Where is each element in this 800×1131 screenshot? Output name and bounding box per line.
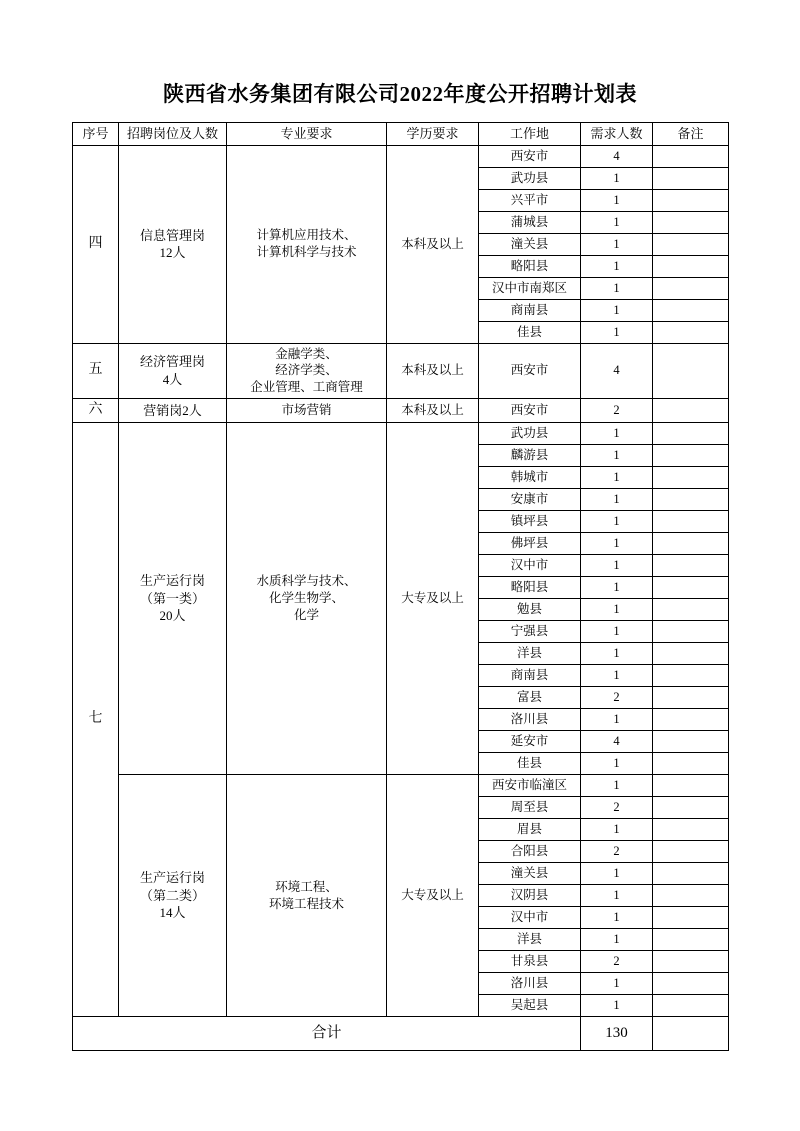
header-cell-note: 备注 <box>653 123 729 146</box>
place-cell: 安康市 <box>479 489 581 511</box>
count-cell: 1 <box>581 299 653 321</box>
place-cell: 甘泉县 <box>479 951 581 973</box>
note-cell <box>653 255 729 277</box>
post-line-1: 生产运行岗 <box>139 870 205 886</box>
count-cell: 1 <box>581 189 653 211</box>
post-line-2: 4人 <box>162 371 183 387</box>
place-cell: 西安市 <box>479 399 581 423</box>
group-major-6: 市场营销 <box>227 399 387 423</box>
group-education-5: 本科及以上 <box>387 343 479 399</box>
group-major-7b <box>227 775 387 1017</box>
note-cell <box>653 167 729 189</box>
place-cell: 佳县 <box>479 753 581 775</box>
count-cell: 1 <box>581 863 653 885</box>
group-no-5: 五 <box>73 343 119 399</box>
group-education-4: 本科及以上 <box>387 145 479 343</box>
major-line-2: 化学生物学、 <box>268 591 344 606</box>
place-cell: 武功县 <box>479 423 581 445</box>
note-cell <box>653 885 729 907</box>
note-cell <box>653 445 729 467</box>
count-cell: 4 <box>581 145 653 167</box>
count-cell: 2 <box>581 687 653 709</box>
note-cell <box>653 577 729 599</box>
place-cell: 武功县 <box>479 167 581 189</box>
count-cell: 1 <box>581 907 653 929</box>
total-label: 合计 <box>73 1017 581 1051</box>
major-line-3: 企业管理、工商管理 <box>250 380 363 395</box>
place-cell: 汉中市 <box>479 907 581 929</box>
count-cell: 1 <box>581 423 653 445</box>
count-cell: 1 <box>581 211 653 233</box>
count-cell: 1 <box>581 167 653 189</box>
count-cell: 1 <box>581 753 653 775</box>
post-line-3: 20人 <box>159 608 186 624</box>
note-cell <box>653 973 729 995</box>
post-line-1: 生产运行岗 <box>139 573 205 589</box>
count-cell: 2 <box>581 399 653 423</box>
count-cell: 1 <box>581 709 653 731</box>
group-education-7a: 大专及以上 <box>387 423 479 775</box>
note-cell <box>653 343 729 399</box>
major-line-1: 水质科学与技术、 <box>256 574 357 589</box>
place-cell: 汉阴县 <box>479 885 581 907</box>
note-cell <box>653 189 729 211</box>
place-cell: 西安市 <box>479 343 581 399</box>
total-row <box>73 1017 729 1051</box>
count-cell: 1 <box>581 621 653 643</box>
count-cell: 2 <box>581 841 653 863</box>
note-cell <box>653 467 729 489</box>
place-cell: 汉中市南郑区 <box>479 277 581 299</box>
count-cell: 1 <box>581 819 653 841</box>
place-cell: 韩城市 <box>479 467 581 489</box>
group-education-7b: 大专及以上 <box>387 775 479 1017</box>
table-row <box>73 775 729 797</box>
note-cell <box>653 929 729 951</box>
note-cell <box>653 511 729 533</box>
total-value: 130 <box>581 1017 653 1051</box>
count-cell: 1 <box>581 599 653 621</box>
group-post-4 <box>119 145 227 343</box>
table-row <box>73 399 729 423</box>
place-cell: 吴起县 <box>479 995 581 1017</box>
count-cell: 1 <box>581 665 653 687</box>
note-cell <box>653 145 729 167</box>
count-cell: 1 <box>581 885 653 907</box>
note-cell <box>653 907 729 929</box>
place-cell: 勉县 <box>479 599 581 621</box>
note-cell <box>653 709 729 731</box>
count-cell: 1 <box>581 533 653 555</box>
note-cell <box>653 819 729 841</box>
post-line-2: （第一类） <box>139 590 205 606</box>
note-cell <box>653 555 729 577</box>
major-line-1: 环境工程、 <box>275 879 338 894</box>
count-cell: 1 <box>581 233 653 255</box>
table-row <box>73 343 729 399</box>
table-header-row <box>73 123 729 146</box>
page-title: 陕西省水务集团有限公司2022年度公开招聘计划表 <box>163 82 637 106</box>
count-cell: 1 <box>581 445 653 467</box>
place-cell: 洛川县 <box>479 709 581 731</box>
place-cell: 西安市临潼区 <box>479 775 581 797</box>
group-post-7b <box>119 775 227 1017</box>
header-cell-count: 需求人数 <box>581 123 653 146</box>
note-cell <box>653 299 729 321</box>
note-cell <box>653 277 729 299</box>
count-cell: 1 <box>581 511 653 533</box>
major-line-3: 化学 <box>293 608 319 622</box>
group-no-6: 六 <box>73 399 119 423</box>
group-major-5 <box>227 343 387 399</box>
place-cell: 合阳县 <box>479 841 581 863</box>
place-cell: 商南县 <box>479 665 581 687</box>
place-cell: 佳县 <box>479 321 581 343</box>
major-line-2: 计算机科学与技术 <box>256 245 357 260</box>
place-cell: 佛坪县 <box>479 533 581 555</box>
count-cell: 4 <box>581 343 653 399</box>
major-line-2: 环境工程技术 <box>268 896 344 911</box>
note-cell <box>653 621 729 643</box>
note-cell <box>653 399 729 423</box>
note-cell <box>653 321 729 343</box>
header-cell-post: 招聘岗位及人数 <box>119 123 227 146</box>
group-major-7a <box>227 423 387 775</box>
count-cell: 1 <box>581 973 653 995</box>
place-cell: 洋县 <box>479 643 581 665</box>
post-line-1: 经济管理岗 <box>139 354 205 370</box>
count-cell: 2 <box>581 797 653 819</box>
note-cell <box>653 995 729 1017</box>
post-line-2: （第二类） <box>139 887 205 903</box>
place-cell: 潼关县 <box>479 233 581 255</box>
post-line-1: 信息管理岗 <box>139 227 205 243</box>
place-cell: 商南县 <box>479 299 581 321</box>
place-cell: 洛川县 <box>479 973 581 995</box>
note-cell <box>653 841 729 863</box>
place-cell: 周至县 <box>479 797 581 819</box>
post-line-3: 14人 <box>159 905 186 921</box>
note-cell <box>653 211 729 233</box>
count-cell: 1 <box>581 489 653 511</box>
place-cell: 洋县 <box>479 929 581 951</box>
note-cell <box>653 599 729 621</box>
header-cell-education: 学历要求 <box>387 123 479 146</box>
total-note <box>653 1017 729 1051</box>
count-cell: 1 <box>581 555 653 577</box>
major-line-2: 经济学类、 <box>275 363 338 378</box>
count-cell: 1 <box>581 643 653 665</box>
table-header <box>73 123 729 146</box>
place-cell: 富县 <box>479 687 581 709</box>
note-cell <box>653 687 729 709</box>
group-post-6: 营销岗2人 <box>119 399 227 423</box>
major-line-1: 计算机应用技术、 <box>256 228 357 243</box>
place-cell: 蒲城县 <box>479 211 581 233</box>
count-cell: 1 <box>581 995 653 1017</box>
group-no-7: 七 <box>73 423 119 1017</box>
table-body <box>73 145 729 1051</box>
place-cell: 兴平市 <box>479 189 581 211</box>
place-cell: 镇坪县 <box>479 511 581 533</box>
note-cell <box>653 643 729 665</box>
place-cell: 略阳县 <box>479 577 581 599</box>
note-cell <box>653 775 729 797</box>
note-cell <box>653 533 729 555</box>
major-line-1: 金融学类、 <box>275 346 338 361</box>
table-row <box>73 423 729 445</box>
count-cell: 2 <box>581 951 653 973</box>
header-cell-workplace: 工作地 <box>479 123 581 146</box>
note-cell <box>653 863 729 885</box>
note-cell <box>653 951 729 973</box>
count-cell: 1 <box>581 255 653 277</box>
place-cell: 延安市 <box>479 731 581 753</box>
count-cell: 1 <box>581 467 653 489</box>
group-no-4: 四 <box>73 145 119 343</box>
group-post-5 <box>119 343 227 399</box>
group-major-4 <box>227 145 387 343</box>
note-cell <box>653 797 729 819</box>
note-cell <box>653 665 729 687</box>
count-cell: 1 <box>581 775 653 797</box>
place-cell: 眉县 <box>479 819 581 841</box>
recruitment-plan-table <box>72 122 729 1051</box>
place-cell: 潼关县 <box>479 863 581 885</box>
place-cell: 略阳县 <box>479 255 581 277</box>
note-cell <box>653 753 729 775</box>
note-cell <box>653 731 729 753</box>
place-cell: 宁强县 <box>479 621 581 643</box>
place-cell: 汉中市 <box>479 555 581 577</box>
place-cell: 西安市 <box>479 145 581 167</box>
post-line-2: 12人 <box>159 245 186 261</box>
group-post-7a <box>119 423 227 775</box>
group-education-6: 本科及以上 <box>387 399 479 423</box>
count-cell: 4 <box>581 731 653 753</box>
count-cell: 1 <box>581 277 653 299</box>
table-row <box>73 145 729 167</box>
count-cell: 1 <box>581 321 653 343</box>
header-cell-no: 序号 <box>73 123 119 146</box>
note-cell <box>653 423 729 445</box>
note-cell <box>653 233 729 255</box>
count-cell: 1 <box>581 577 653 599</box>
header-cell-major: 专业要求 <box>227 123 387 146</box>
place-cell: 麟游县 <box>479 445 581 467</box>
count-cell: 1 <box>581 929 653 951</box>
note-cell <box>653 489 729 511</box>
